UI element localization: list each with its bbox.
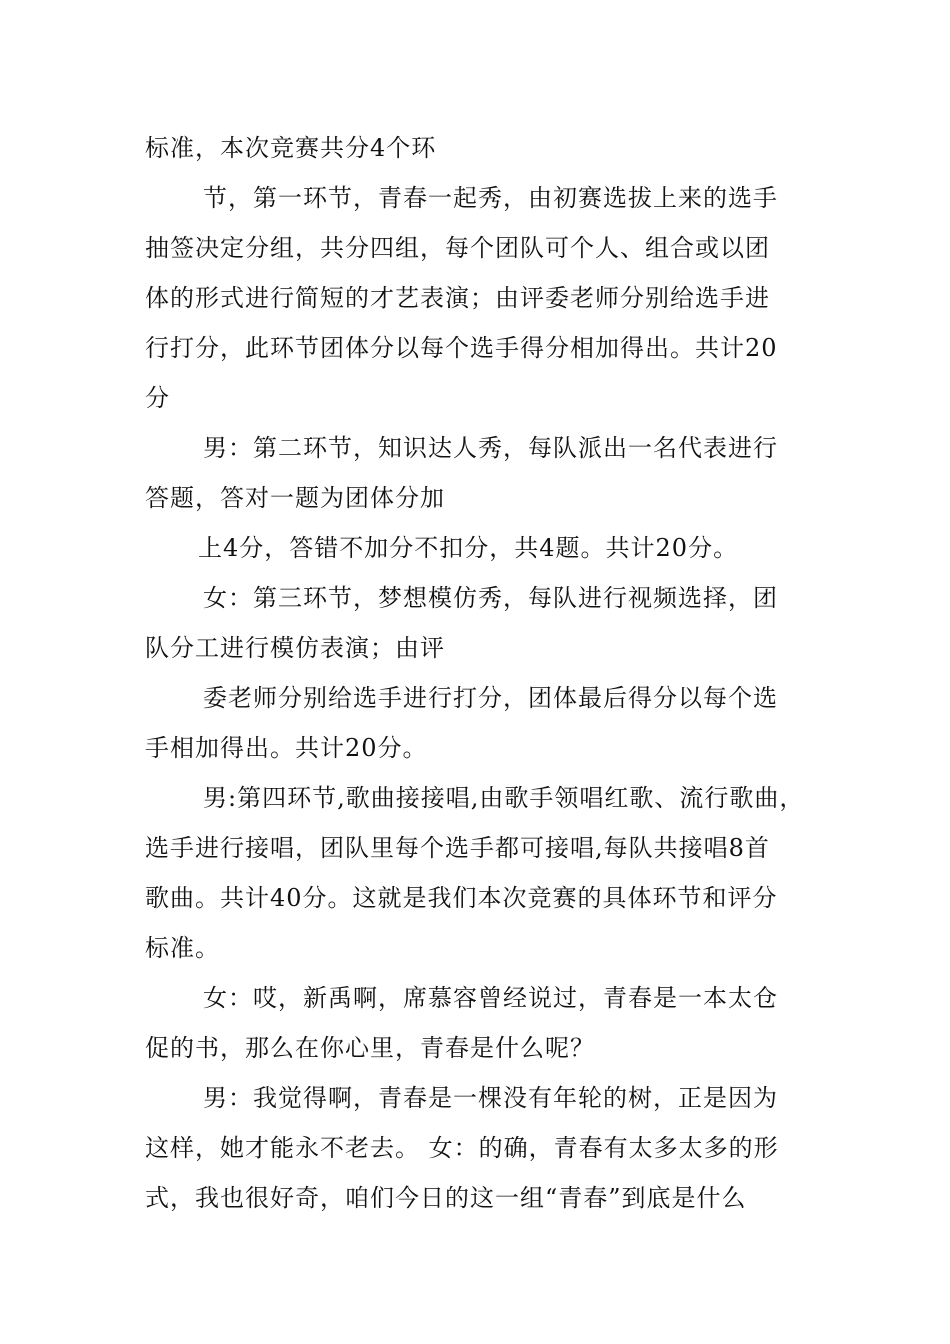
text-line: 标准，本次竞赛共分4个环 xyxy=(145,134,437,162)
text-line: 歌曲。共计40分。这就是我们本次竞赛的具体环节和评分 xyxy=(145,884,778,912)
text-line: 选手进行接唱，团队里每个选手都可接唱,每队共接唱8首 xyxy=(145,834,770,862)
text-line: 分 xyxy=(145,384,170,412)
text-line: 委老师分别给选手进行打分，团体最后得分以每个选 xyxy=(203,684,778,712)
text-line: 手相加得出。共计20分。 xyxy=(145,734,428,762)
text-line: 上4分，答错不加分不扣分，共4题。共计20分。 xyxy=(198,534,739,562)
text-line: 女：第三环节，梦想模仿秀，每队进行视频选择，团 xyxy=(203,584,778,612)
text-line: 男：第二环节，知识达人秀，每队派出一名代表进行 xyxy=(203,434,778,462)
text-line: 行打分，此环节团体分以每个选手得分相加得出。共计20 xyxy=(145,334,778,362)
text-line: 节，第一环节，青春一起秀，由初赛选拔上来的选手 xyxy=(203,184,778,212)
text-line: 体的形式进行简短的才艺表演；由评委老师分别给选手进 xyxy=(145,284,770,312)
text-line: 答题，答对一题为团体分加 xyxy=(145,484,445,512)
text-line: 女：哎，新禹啊，席慕容曾经说过，青春是一本太仓 xyxy=(203,984,778,1012)
text-line: 男:第四环节,歌曲接接唱,由歌手领唱红歌、流行歌曲， xyxy=(203,784,805,812)
text-line: 队分工进行模仿表演；由评 xyxy=(145,634,445,662)
text-line: 这样，她才能永不老去。 女：的确，青春有太多太多的形 xyxy=(145,1134,779,1162)
text-line: 促的书，那么在你心里，青春是什么呢？ xyxy=(145,1034,595,1062)
text-line: 抽签决定分组，共分四组，每个团队可个人、组合或以团 xyxy=(145,234,770,262)
text-line: 式，我也很好奇，咱们今日的这一组“青春”到底是什么 xyxy=(145,1184,747,1212)
text-line: 男：我觉得啊，青春是一棵没有年轮的树，正是因为 xyxy=(203,1084,778,1112)
text-line: 标准。 xyxy=(145,934,220,962)
